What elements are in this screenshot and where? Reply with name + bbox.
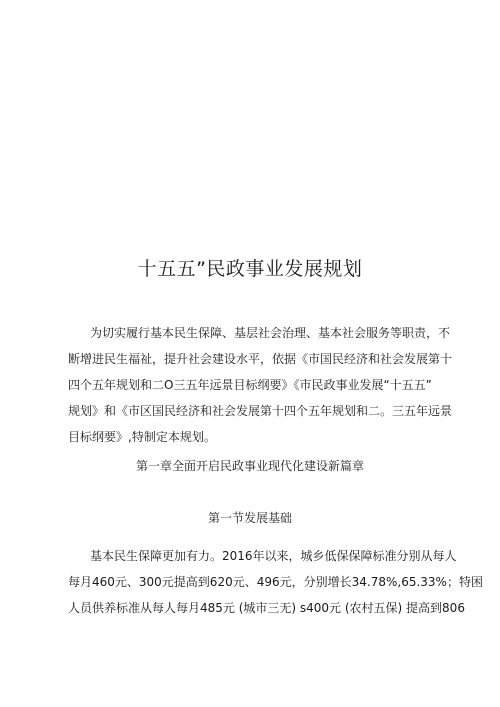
paragraph-line: 每月460元、300元提高到620元、496元，分别增长34.78%,65.33%；特困 <box>68 575 483 589</box>
intro-line: 断增进民生福祉，提升社会建设水平，依据《市国民经济和社会发展第十 <box>68 352 453 366</box>
intro-line: 为切实履行基本民生保障、基层社会治理、基本社会服务等职责，不 <box>90 326 451 340</box>
paragraph-line: 人员供养标准从每人每月485元 (城市三无) s400元 (农村五保) 提高到806 <box>68 601 465 615</box>
paragraph-line: 基本民生保障更加有力。2016年以来，城乡低保保障标准分别从每人 <box>90 549 457 563</box>
section-heading: 第一节发展基础 <box>207 511 292 525</box>
basic-livelihood-paragraph <box>68 543 483 621</box>
chapter-heading: 第一章全面开启民政事业现代化建设新篇章 <box>135 459 364 473</box>
document-title: 十五五”民政事业发展规划 <box>137 258 363 280</box>
intro-line: 目标纲要》,特制定本规划。 <box>68 430 216 444</box>
intro-paragraph <box>68 320 453 450</box>
intro-line: 规划》和《市区国民经济和社会发展第十四个五年规划和二。三五年远景 <box>68 404 453 418</box>
intro-line: 四个五年规划和二O三五年远景目标纲要》《市民政事业发展“十五五” <box>68 378 432 392</box>
